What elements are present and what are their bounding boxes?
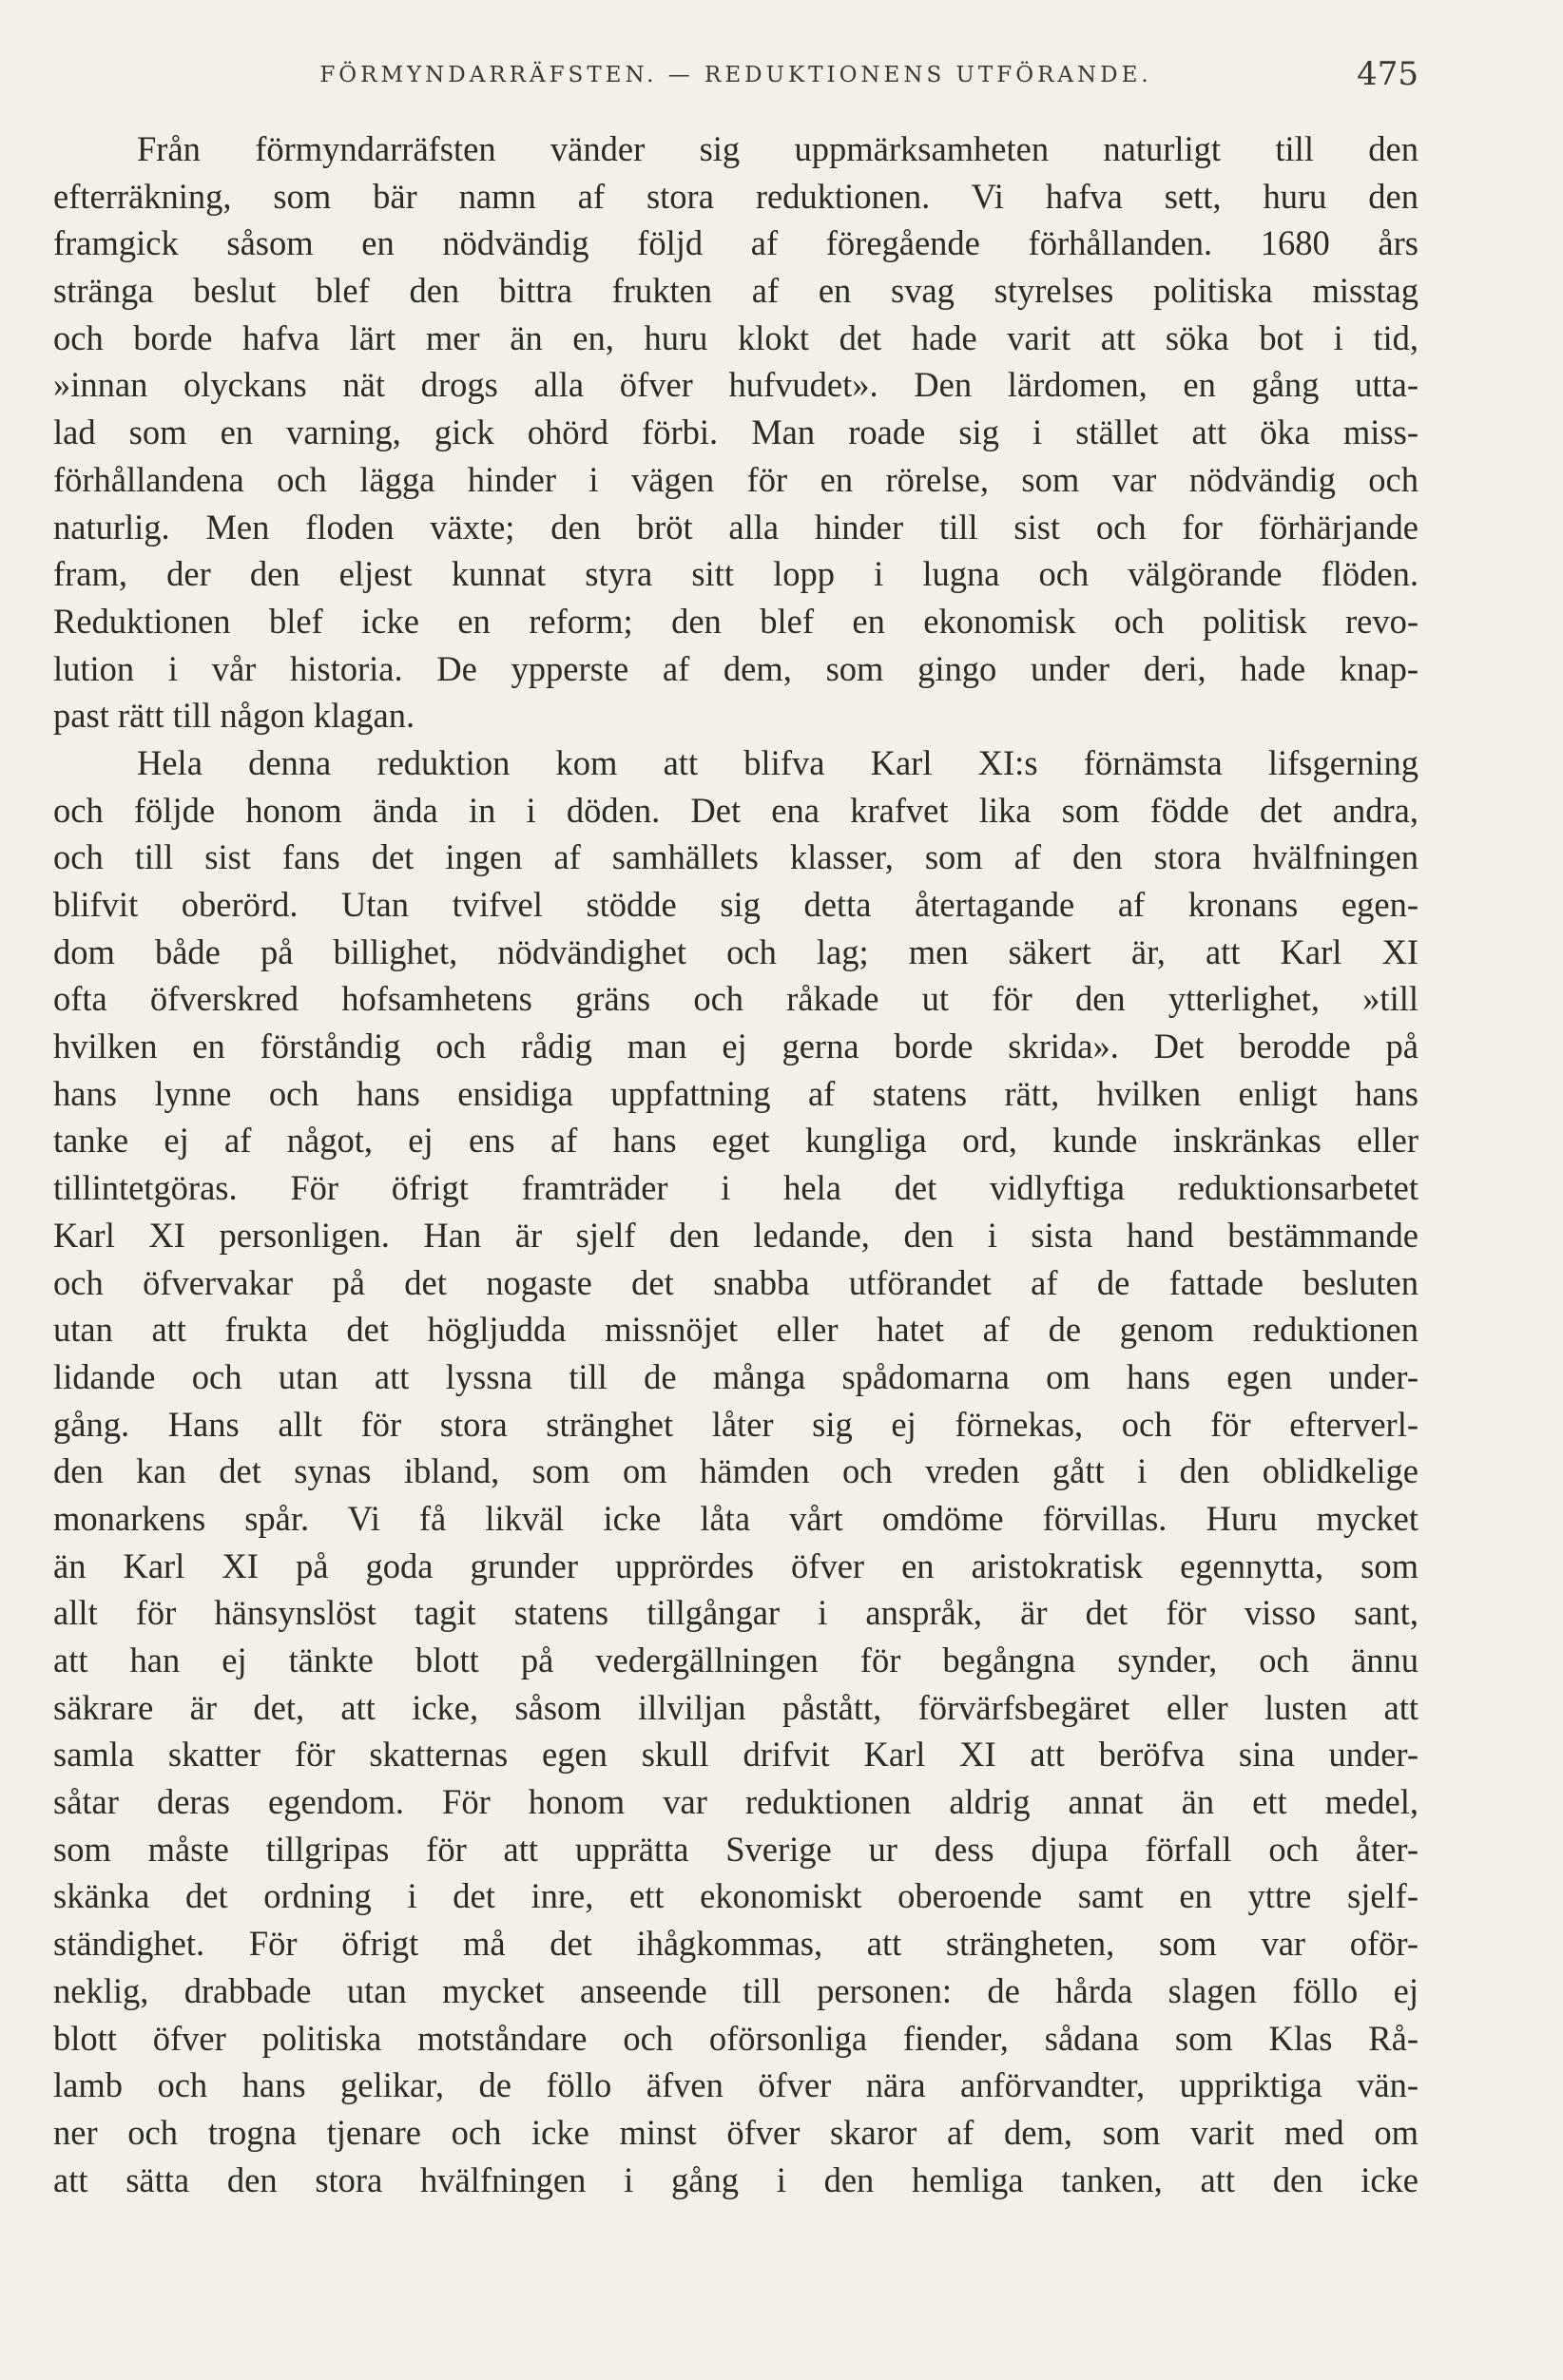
text-line: dom både på billighet, nödvändighet och lag; men säkert är, att Karl XI xyxy=(53,931,1418,971)
text-line: att sätta den stora hvälfningen i gång i den hemliga tanken, att den icke xyxy=(53,2159,1418,2199)
body-text xyxy=(53,125,1418,2203)
text-line: hvilken en förståndig och rådig man ej gerna borde skrida». Det berodde på xyxy=(53,1027,1418,1066)
page-header xyxy=(53,55,1418,93)
text-line: efterräkning, som bär namn af stora reduktionen. Vi hafva sett, huru den xyxy=(53,176,1418,216)
text-line: lamb och hans gelikar, de föllo äfven öfver nära anförvandter, uppriktiga vän- xyxy=(53,2065,1418,2105)
text-line: stränga beslut blef den bittra frukten af en svag styrelses politiska misstag xyxy=(53,271,1418,311)
text-line: såtar deras egendom. För honom var reduktionen aldrig annat än ett medel, xyxy=(53,1782,1418,1822)
text-line: än Karl XI på goda grunder upprördes öfver en aristokratisk egennytta, som xyxy=(53,1545,1418,1585)
text-line: förhållandena och lägga hinder i vägen för en rörelse, som var nödvändig och xyxy=(53,459,1418,499)
text-line: naturlig. Men floden växte; den bröt alla hinder till sist och for förhärjande xyxy=(53,507,1418,547)
text-line: past rätt till någon klagan. xyxy=(53,696,415,736)
text-line: ner och trogna tjenare och icke minst öfver skaror af dem, som varit med om xyxy=(53,2112,1418,2152)
text-line: ofta öfverskred hofsamhetens gräns och råkade ut för den ytterlighet, »till xyxy=(53,979,1418,1019)
page-number: 475 xyxy=(1357,55,1418,93)
text-line: skänka det ordning i det inre, ett ekonomiskt oberoende samt en yttre sjelf- xyxy=(53,1876,1418,1916)
text-line: och öfvervakar på det nogaste det snabba utförandet af de fattade besluten xyxy=(53,1262,1418,1302)
text-line: Karl XI personligen. Han är sjelf den ledande, den i sista hand bestämmande xyxy=(53,1215,1418,1255)
text-line: säkrare är det, att icke, såsom illviljan påstått, förvärfsbegäret eller lusten att xyxy=(53,1687,1418,1727)
text-line: lad som en varning, gick ohörd förbi. Man roade sig i stället att öka miss- xyxy=(53,413,1418,452)
text-line: framgick såsom en nödvändig följd af föregående förhållanden. 1680 års xyxy=(53,223,1418,263)
text-line: lidande och utan att lyssna till de många spådomarna om hans egen under- xyxy=(53,1356,1418,1396)
text-line: allt för hänsynslöst tagit statens tillgångar i anspråk, är det för visso sant, xyxy=(53,1593,1418,1633)
text-line: tillintetgöras. För öfrigt framträder i hela det vidlyftiga reduktionsarbetet xyxy=(53,1168,1418,1208)
text-line: utan att frukta det högljudda missnöjet eller hatet af de genom reduktionen xyxy=(53,1310,1418,1350)
text-line: tanke ej af något, ej ens af hans eget kungliga ord, kunde inskränkas eller xyxy=(53,1121,1418,1161)
text-line: och till sist fans det ingen af samhällets klasser, som af den stora hvälfningen xyxy=(53,837,1418,877)
text-line: att han ej tänkte blott på vedergällningen för begångna synder, och ännu xyxy=(53,1641,1418,1679)
text-line: som måste tillgripas för att upprätta Sverige ur dess djupa förfall och åter- xyxy=(53,1829,1418,1869)
text-line: blott öfver politiska motståndare och oförsonliga fiender, sådana som Klas Rå- xyxy=(53,2018,1418,2058)
text-line: ständighet. För öfrigt må det ihågkommas, att strängheten, som var oför- xyxy=(53,1924,1418,1964)
running-title: FÖRMYNDARRÄFSTEN. — REDUKTIONENS UTFÖRANDE. xyxy=(319,63,1152,87)
text-line: blifvit oberörd. Utan tvifvel stödde sig detta återtagande af kronans egen- xyxy=(53,885,1418,924)
text-line: fram, der den eljest kunnat styra sitt lopp i lugna och välgörande flöden. xyxy=(53,554,1418,594)
text-line: och borde hafva lärt mer än en, huru klokt det hade varit att söka bot i tid, xyxy=(53,317,1418,357)
text-line: gång. Hans allt för stora stränghet låter sig ej förnekas, och för efterverl- xyxy=(53,1404,1418,1444)
text-line: monarkens spår. Vi få likväl icke låta vårt omdöme förvillas. Huru mycket xyxy=(53,1498,1418,1538)
text-line: Från förmyndarräfsten vänder sig uppmärksamheten naturligt till den xyxy=(137,129,1418,168)
text-line: samla skatter för skatternas egen skull drifvit Karl XI att beröfva sina under- xyxy=(53,1735,1418,1775)
text-line: »innan olyckans nät drogs alla öfver hufvudet». Den lärdomen, en gång utta- xyxy=(53,365,1418,405)
text-line: Reduktionen blef icke en reform; den blef en ekonomisk och politisk revo- xyxy=(53,601,1418,641)
text-line: lution i vår historia. De ypperste af dem, som gingo under deri, hade knap- xyxy=(53,648,1418,688)
text-line: Hela denna reduktion kom att blifva Karl XI:s förnämsta lifsgerning xyxy=(137,742,1418,782)
text-line: neklig, drabbade utan mycket anseende till personen: de hårda slagen föllo ej xyxy=(53,1970,1418,2010)
text-line: den kan det synas ibland, som om hämden och vreden gått i den oblidkelige xyxy=(53,1451,1418,1491)
text-line: och följde honom ända in i döden. Det ena krafvet lika som födde det andra, xyxy=(53,790,1418,830)
text-line: hans lynne och hans ensidiga uppfattning af statens rätt, hvilken enligt hans xyxy=(53,1073,1418,1113)
